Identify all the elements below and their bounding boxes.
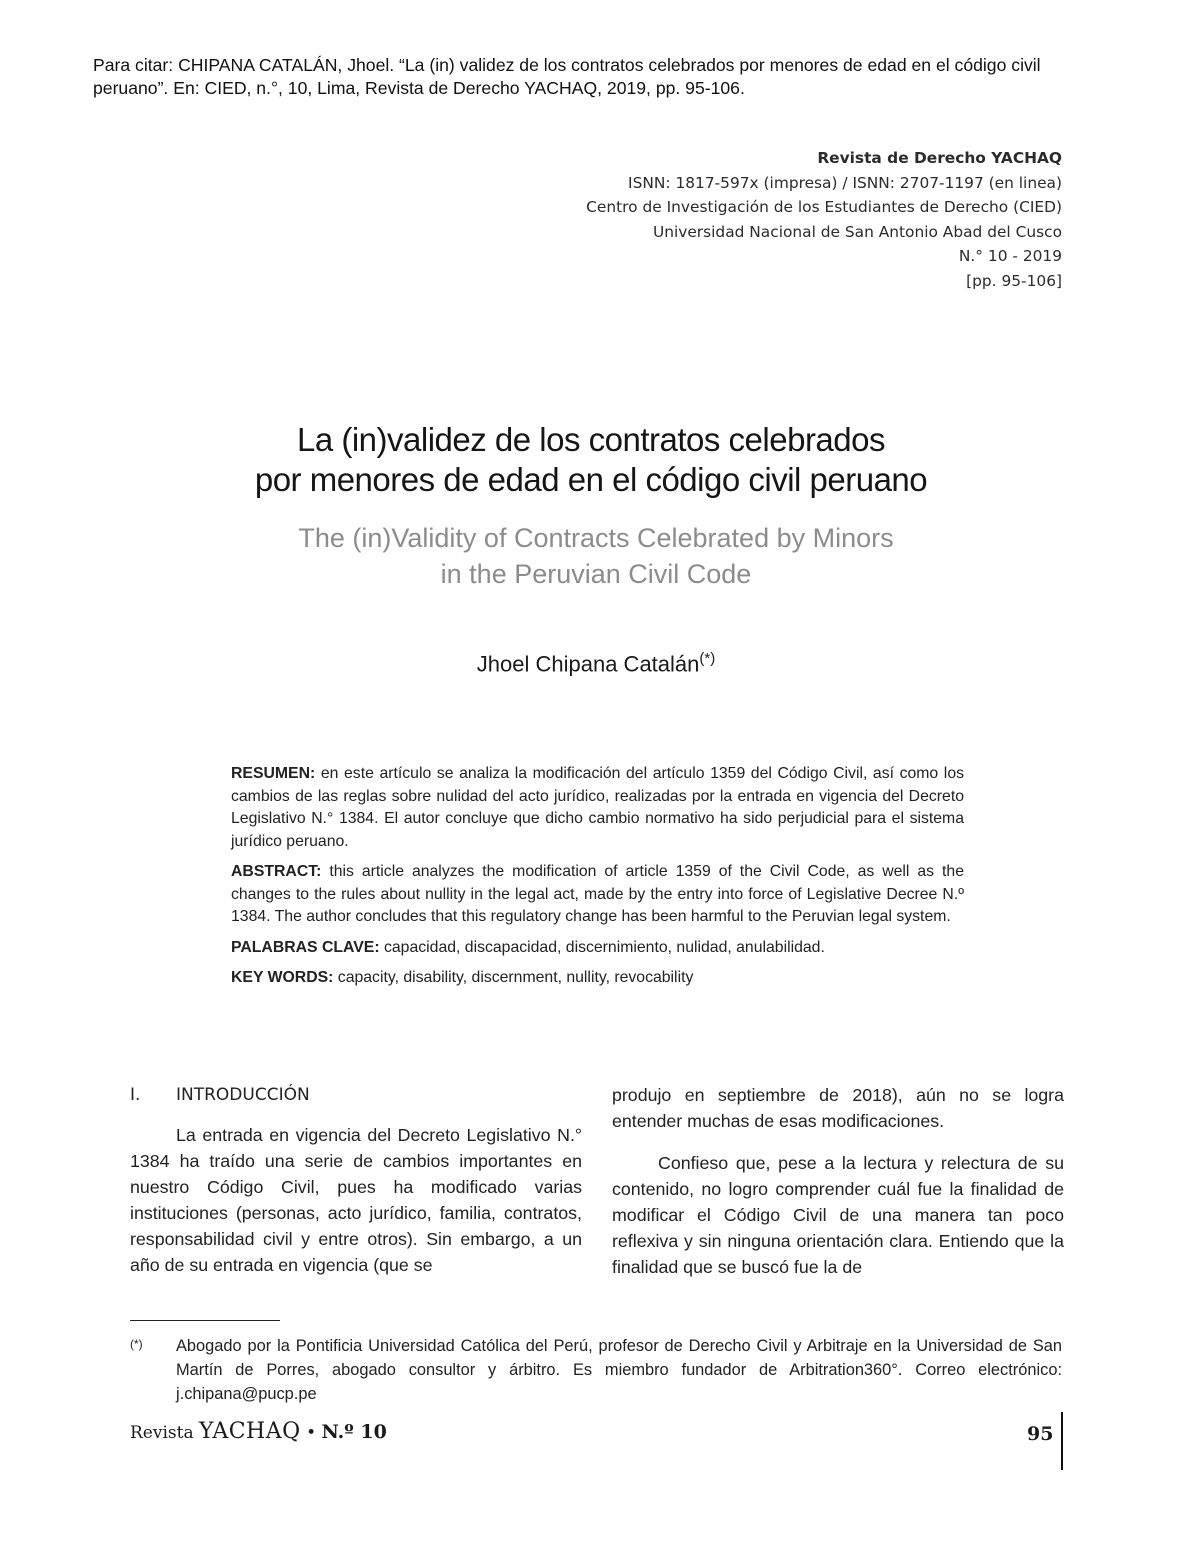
citation-note bbox=[93, 54, 1093, 100]
page-number-bar bbox=[1061, 1412, 1063, 1470]
abstract-label: ABSTRACT: bbox=[231, 863, 322, 880]
journal-name: Revista de Derecho YACHAQ bbox=[817, 149, 1062, 167]
title-line-2: por menores de edad en el código civil peruano bbox=[254, 461, 928, 498]
keywords-label: KEY WORDS: bbox=[231, 969, 334, 986]
body-column-right bbox=[612, 1082, 1064, 1280]
subtitle-line-1: The (in)Validity of Contracts Celebrated by Minors bbox=[298, 523, 894, 553]
footer-bullet: • bbox=[306, 1423, 317, 1443]
keywords-text: capacity, disability, discernment, nullity, revocability bbox=[333, 969, 694, 986]
author-footnote-mark: (*) bbox=[699, 650, 716, 667]
journal-pages: [pp. 95-106] bbox=[966, 271, 1062, 290]
subtitle-line-2: in the Peruvian Civil Code bbox=[440, 559, 752, 589]
resumen-paragraph bbox=[231, 763, 964, 853]
palabras-clave-label: PALABRAS CLAVE: bbox=[231, 938, 380, 956]
footnote-text: Abogado por la Pontificia Universidad Católica del Perú, profesor de Derecho Civil y Arbitraje en la Universidad de San Martín de Porres, abogado consultor y árbitro. Es miembro fundador de Arbitration360°. Correo electrónico: j.chipana@pucp.pe bbox=[176, 1337, 1062, 1403]
running-footer bbox=[130, 1419, 387, 1444]
body-paragraph: produjo en septiembre de 2018), aún no se logra entender muchas de esas modificaciones. bbox=[612, 1085, 1064, 1131]
abstracts-block bbox=[231, 763, 964, 998]
footnote-mark: (*) bbox=[130, 1337, 143, 1351]
article-title bbox=[0, 420, 1182, 500]
page-number: 95 bbox=[1027, 1423, 1054, 1445]
abstract-paragraph bbox=[231, 861, 964, 929]
footer-issue-number: N.º 10 bbox=[321, 1421, 387, 1443]
journal-issue: N.° 10 - 2019 bbox=[958, 247, 1062, 266]
journal-center: Centro de Investigación de los Estudiantes de Derecho (CIED) bbox=[586, 198, 1062, 217]
journal-university: Universidad Nacional de San Antonio Abad del Cusco bbox=[652, 222, 1062, 241]
section-number: I. bbox=[130, 1085, 141, 1105]
footnote bbox=[130, 1334, 1062, 1406]
palabras-clave-paragraph bbox=[231, 937, 964, 960]
citation-text: Para citar: CHIPANA CATALÁN, Jhoel. “La (in) validez de los contratos celebrados por menores de edad en el código civil peruano”. En: CIED, n.°, 10, Lima, Revista de Derecho YACHAQ, 2019, pp. 95-106. bbox=[93, 55, 1041, 98]
body-paragraph: Confieso que, pese a la lectura y relectura de su contenido, no logro comprender cuál fue la finalidad de modificar el Código Civil de una manera tan poco reflexiva y sin ninguna orientación clara. Entiendo que la finalidad que se buscó fue la de bbox=[612, 1153, 1064, 1277]
author-line bbox=[0, 644, 1182, 679]
body-paragraph: La entrada en vigencia del Decreto Legislativo N.° 1384 ha traído una serie de cambios importantes en nuestro Código Civil, pues ha modificado varias instituciones (personas, acto jurídico, familia, contratos, responsabilidad civil y entre otros). Sin embargo, a un año de su entrada en vigencia (que se bbox=[130, 1125, 582, 1275]
footer-journal-name: YACHAQ bbox=[199, 1419, 301, 1444]
journal-issn: ISNN: 1817-597x (impresa) / ISNN: 2707-1197 (en linea) bbox=[628, 173, 1062, 192]
section-heading bbox=[130, 1082, 582, 1108]
palabras-clave-text: capacidad, discapacidad, discernimiento, nulidad, anulabilidad. bbox=[379, 938, 825, 956]
footnote-divider bbox=[130, 1320, 280, 1321]
body-column-left bbox=[130, 1082, 582, 1278]
title-line-1: La (in)validez de los contratos celebrados bbox=[296, 421, 885, 458]
abstract-text: this article analyzes the modification of article 1359 of the Civil Code, as well as the changes to the rules about nullity in the legal act, made by the entry into force of Legislative Decree N.º 1384. The author concludes that this regulatory change has been harmful to the Peruvian legal system. bbox=[231, 863, 964, 925]
footer-revista: Revista bbox=[130, 1423, 194, 1443]
keywords-paragraph bbox=[231, 967, 964, 990]
section-title: INTRODUCCIÓN bbox=[176, 1085, 310, 1105]
resumen-text: en este artículo se analiza la modificación del artículo 1359 del Código Civil, así como los cambios de las reglas sobre nulidad del acto jurídico, realizadas por la entrada en vigencia del Decreto Legislativo N.° 1384. El autor concluye que dicho cambio normativo ha sido perjudicial para el sistema jurídico peruano. bbox=[231, 765, 964, 850]
author-name: Jhoel Chipana Catalán bbox=[476, 651, 700, 677]
journal-info bbox=[422, 146, 1062, 294]
resumen-label: RESUMEN: bbox=[231, 765, 316, 782]
article-subtitle bbox=[0, 520, 1182, 592]
